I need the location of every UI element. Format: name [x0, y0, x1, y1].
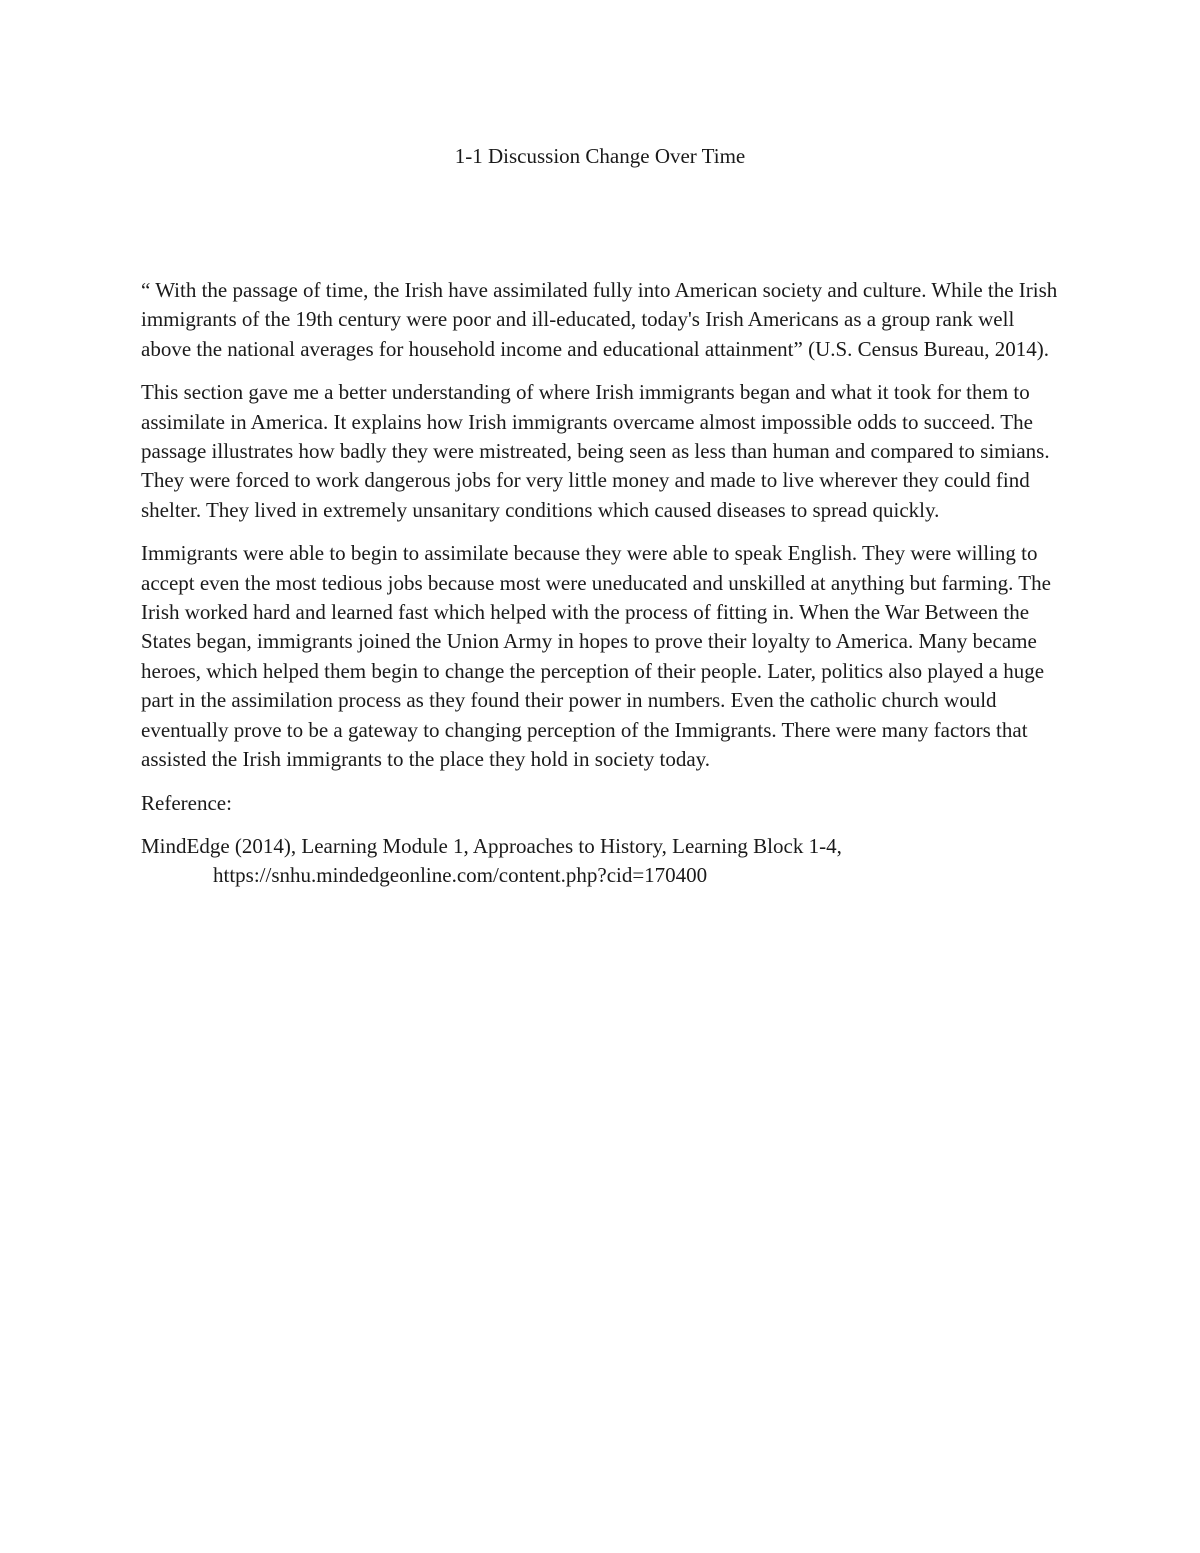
- body-paragraph: This section gave me a better understanding of where Irish immigrants began and what it took for them to assimilate in America. It explains how Irish immigrants overcame almost impossible odds to succeed. The passage illustrates how badly they were mistreated, being seen as less than human and compared to simians. They were forced to work dangerous jobs for very little money and made to live wherever they could find shelter. They lived in extremely unsanitary conditions which caused diseases to spread quickly.: [141, 380, 1050, 522]
- reference-entry: MindEdge (2014), Learning Module 1, Approaches to History, Learning Block 1-4, https://snhu.mindedgeonline.com/content.php?cid=170400: [141, 833, 842, 888]
- body-paragraph: Immigrants were able to begin to assimilate because they were able to speak English. They were willing to accept even the most tedious jobs because most were uneducated and unskilled at anything but farming. The Irish worked hard and learned fast which helped with the process of fitting in. When the War Between the States began, immigrants joined the Union Army in hopes to prove their loyalty to America. Many became heroes, which helped them begin to change the perception of their people. Later, politics also played a huge part in the assimilation process as they found their power in numbers. Even the catholic church would eventually prove to be a gateway to changing perception of the Immigrants. There were many factors that assisted the Irish immigrants to the place they hold in society today.: [141, 541, 1051, 772]
- document-body: [141, 276, 1061, 905]
- reference-heading: Reference:: [141, 790, 232, 815]
- document-title: 1-1 Discussion Change Over Time: [454, 144, 746, 168]
- quote-paragraph: “ With the passage of time, the Irish have assimilated fully into American society and culture. While the Irish immigrants of the 19th century were poor and ill-educated, today's Irish Americans as a group rank well above the national averages for household income and educational attainment” (U.S. Census Bureau, 2014).: [141, 278, 1058, 361]
